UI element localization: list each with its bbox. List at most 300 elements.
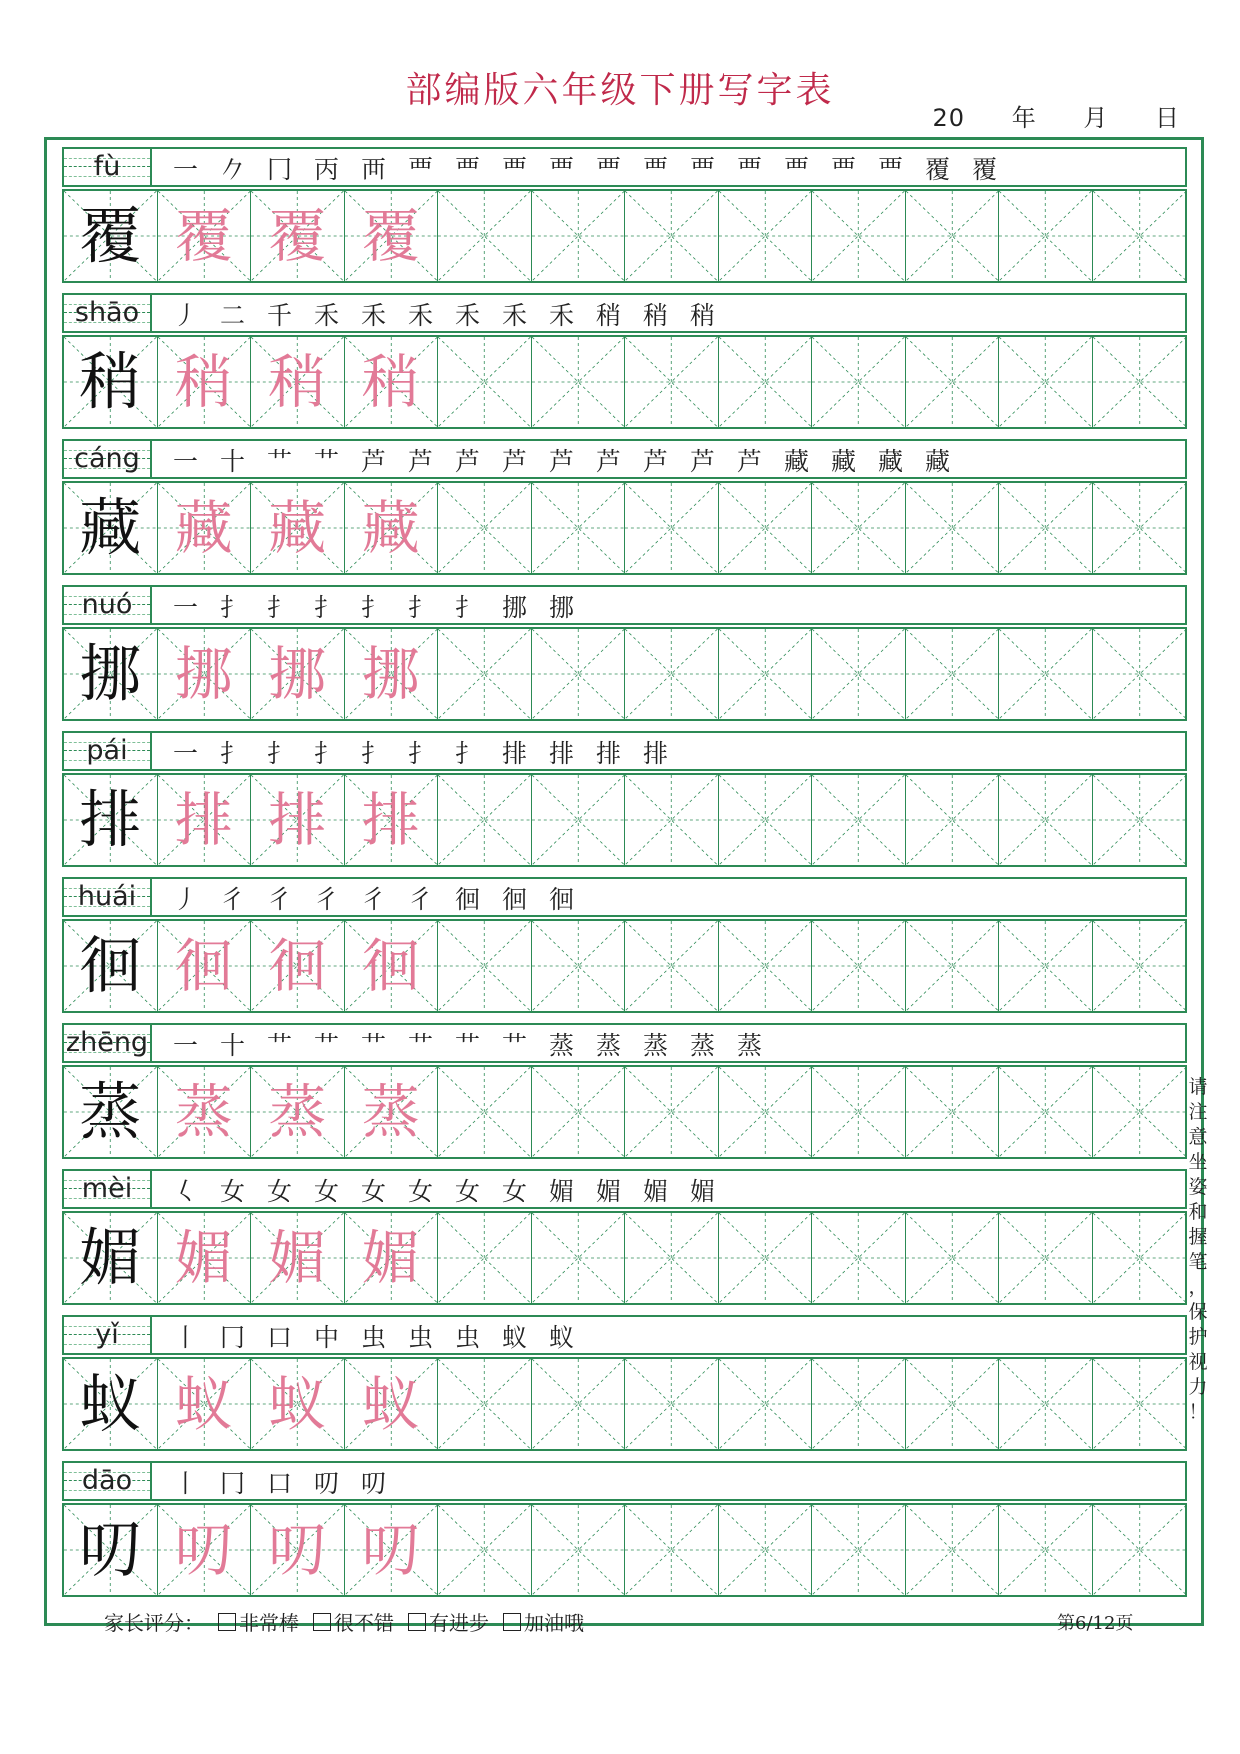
pinyin-cell <box>64 1463 152 1499</box>
stroke-step: 徊 <box>454 885 480 914</box>
stroke-step: 媚 <box>689 1177 715 1206</box>
side-note-char: 护 <box>1188 1326 1208 1348</box>
stroke-order <box>162 151 1008 185</box>
writing-grid <box>62 1211 1187 1305</box>
practice-cell[interactable] <box>812 1505 906 1595</box>
practice-cell[interactable] <box>1093 1505 1187 1595</box>
character-row <box>62 1461 1187 1597</box>
stroke-step: 冂 <box>219 1323 245 1352</box>
practice-cell[interactable] <box>532 775 626 865</box>
stroke-step: 禾 <box>454 301 480 330</box>
practice-cell[interactable] <box>999 1213 1093 1303</box>
practice-cell[interactable] <box>438 1359 532 1449</box>
trace-character: 蚁 <box>361 1370 420 1438</box>
practice-cell[interactable] <box>719 483 813 573</box>
rating-option-label: 很不错 <box>334 1611 394 1635</box>
trace-cell <box>345 921 439 1011</box>
practice-cell[interactable] <box>719 1067 813 1157</box>
stroke-step: 二 <box>219 301 245 330</box>
practice-cell[interactable] <box>999 191 1093 281</box>
stroke-order-line <box>62 1315 1187 1355</box>
practice-cell[interactable] <box>532 1213 626 1303</box>
trace-cell <box>158 1359 252 1449</box>
practice-cell[interactable] <box>625 921 719 1011</box>
stroke-order <box>162 589 585 623</box>
practice-cell[interactable] <box>812 629 906 719</box>
practice-cell[interactable] <box>625 337 719 427</box>
writing-grid <box>62 189 1187 283</box>
side-note-char: 坐 <box>1188 1151 1208 1173</box>
model-cell <box>64 629 158 719</box>
practice-cell[interactable] <box>532 191 626 281</box>
practice-cell[interactable] <box>906 1213 1000 1303</box>
pinyin-cell <box>64 1025 152 1061</box>
practice-cell[interactable] <box>812 483 906 573</box>
stroke-step: 覀 <box>548 155 574 184</box>
practice-cell[interactable] <box>906 337 1000 427</box>
practice-cell[interactable] <box>532 1359 626 1449</box>
stroke-step: 芦 <box>736 447 762 476</box>
stroke-order-line <box>62 293 1187 333</box>
stroke-step: 藏 <box>783 447 809 476</box>
trace-cell <box>251 921 345 1011</box>
practice-cell[interactable] <box>438 1213 532 1303</box>
rating-option-keep-going[interactable] <box>503 1607 584 1636</box>
checkbox-icon[interactable] <box>218 1613 236 1631</box>
character-row <box>62 439 1187 575</box>
model-character: 稍 <box>79 345 142 418</box>
side-note-char: 握 <box>1188 1226 1208 1248</box>
practice-cell[interactable] <box>1093 629 1187 719</box>
pinyin-cell <box>64 441 152 477</box>
stroke-step: 禾 <box>360 301 386 330</box>
practice-cell[interactable] <box>438 337 532 427</box>
stroke-step: 扌 <box>454 593 480 622</box>
model-cell <box>64 1505 158 1595</box>
trace-cell <box>345 1505 439 1595</box>
trace-character: 叨 <box>361 1516 420 1584</box>
model-character: 媚 <box>79 1221 142 1294</box>
parent-rating <box>104 1607 584 1636</box>
pinyin-cell <box>64 149 152 185</box>
trace-character: 覆 <box>268 202 327 270</box>
trace-character: 稍 <box>361 348 420 416</box>
trace-character: 蒸 <box>174 1078 233 1146</box>
practice-cell[interactable] <box>812 1213 906 1303</box>
practice-cell[interactable] <box>719 775 813 865</box>
stroke-step: 一 <box>172 593 198 622</box>
stroke-step: 芦 <box>501 447 527 476</box>
practice-cell[interactable] <box>906 629 1000 719</box>
rating-option-label: 非常棒 <box>239 1611 299 1635</box>
stroke-step: 彳 <box>313 885 339 914</box>
character-row <box>62 877 1187 1013</box>
model-cell <box>64 1213 158 1303</box>
trace-cell <box>158 1505 252 1595</box>
stroke-step: 蒸 <box>595 1031 621 1060</box>
stroke-step: 扌 <box>266 593 292 622</box>
stroke-step: 禾 <box>548 301 574 330</box>
stroke-step: 覆 <box>971 155 997 184</box>
practice-cell[interactable] <box>999 1359 1093 1449</box>
trace-character: 挪 <box>361 640 420 708</box>
practice-cell[interactable] <box>625 191 719 281</box>
stroke-step: 稍 <box>689 301 715 330</box>
stroke-step: 艹 <box>266 1031 292 1060</box>
practice-cell[interactable] <box>532 1505 626 1595</box>
practice-cell[interactable] <box>719 1359 813 1449</box>
practice-cell[interactable] <box>438 191 532 281</box>
pinyin: dāo <box>81 1465 133 1496</box>
practice-cell[interactable] <box>812 921 906 1011</box>
checkbox-icon[interactable] <box>408 1613 426 1631</box>
model-character: 排 <box>79 783 142 856</box>
model-character: 蒸 <box>79 1075 142 1148</box>
stroke-step: 排 <box>642 739 668 768</box>
stroke-order <box>162 881 585 915</box>
practice-cell[interactable] <box>906 1359 1000 1449</box>
trace-cell <box>345 1067 439 1157</box>
rating-option-label: 有进步 <box>429 1611 489 1635</box>
stroke-order <box>162 1319 585 1353</box>
practice-cell[interactable] <box>532 629 626 719</box>
stroke-step: 口 <box>266 1323 292 1352</box>
stroke-order <box>162 1465 397 1499</box>
side-note-char: 笔 <box>1188 1251 1208 1273</box>
practice-cell[interactable] <box>532 337 626 427</box>
stroke-step: 艹 <box>360 1031 386 1060</box>
trace-character: 蚁 <box>174 1370 233 1438</box>
practice-cell[interactable] <box>625 483 719 573</box>
practice-cell[interactable] <box>999 629 1093 719</box>
stroke-order-line <box>62 585 1187 625</box>
trace-cell <box>158 1213 252 1303</box>
stroke-step: 一 <box>172 1031 198 1060</box>
trace-cell <box>158 629 252 719</box>
stroke-step: 十 <box>219 447 245 476</box>
trace-cell <box>251 629 345 719</box>
practice-cell[interactable] <box>999 483 1093 573</box>
stroke-step: 冂 <box>219 1469 245 1498</box>
model-cell <box>64 1359 158 1449</box>
stroke-step: 芦 <box>595 447 621 476</box>
model-cell <box>64 191 158 281</box>
model-cell <box>64 775 158 865</box>
model-character: 叨 <box>79 1513 142 1586</box>
stroke-step: 扌 <box>219 593 245 622</box>
stroke-step: 女 <box>360 1177 386 1206</box>
trace-character: 徊 <box>361 932 420 1000</box>
stroke-order <box>162 1173 726 1207</box>
model-character: 挪 <box>79 637 142 710</box>
pinyin-cell <box>64 587 152 623</box>
practice-cell[interactable] <box>719 921 813 1011</box>
character-row <box>62 731 1187 867</box>
date-year-label: 年 <box>1011 104 1037 132</box>
practice-cell[interactable] <box>719 1213 813 1303</box>
trace-character: 蒸 <box>361 1078 420 1146</box>
stroke-step: 覀 <box>595 155 621 184</box>
character-row <box>62 147 1187 283</box>
rating-option-very-good[interactable] <box>218 1607 299 1636</box>
character-row <box>62 1169 1187 1305</box>
stroke-step: 覆 <box>924 155 950 184</box>
stroke-step: 稍 <box>595 301 621 330</box>
checkbox-icon[interactable] <box>313 1613 331 1631</box>
practice-cell[interactable] <box>906 483 1000 573</box>
trace-character: 藏 <box>361 494 420 562</box>
stroke-step: 徊 <box>501 885 527 914</box>
side-note-char: 意 <box>1188 1126 1208 1148</box>
pinyin-cell <box>64 733 152 769</box>
stroke-step: 覀 <box>454 155 480 184</box>
practice-cell[interactable] <box>1093 1213 1187 1303</box>
side-note-char: 力 <box>1188 1376 1208 1398</box>
pinyin: pái <box>86 735 128 766</box>
trace-character: 挪 <box>268 640 327 708</box>
stroke-order-line <box>62 439 1187 479</box>
stroke-step: 禾 <box>407 301 433 330</box>
rating-option-label: 加油哦 <box>524 1611 584 1635</box>
date-year-prefix: 20 <box>932 104 966 132</box>
stroke-step: 一 <box>172 155 198 184</box>
stroke-step: 艹 <box>407 1031 433 1060</box>
stroke-step: 芦 <box>454 447 480 476</box>
practice-cell[interactable] <box>1093 337 1187 427</box>
pinyin: nuó <box>81 589 133 620</box>
stroke-step: 扌 <box>266 739 292 768</box>
trace-cell <box>345 775 439 865</box>
trace-cell <box>345 337 439 427</box>
practice-cell[interactable] <box>719 1505 813 1595</box>
stroke-step: 蚁 <box>548 1323 574 1352</box>
stroke-step: 扌 <box>360 593 386 622</box>
trace-cell <box>158 921 252 1011</box>
stroke-step: 扌 <box>313 739 339 768</box>
writing-grid <box>62 1503 1187 1597</box>
practice-cell[interactable] <box>906 191 1000 281</box>
practice-cell[interactable] <box>532 921 626 1011</box>
model-character: 蚁 <box>79 1367 142 1440</box>
practice-cell[interactable] <box>1093 1359 1187 1449</box>
stroke-step: 覀 <box>689 155 715 184</box>
stroke-order-line <box>62 1461 1187 1501</box>
rating-option-good[interactable] <box>313 1607 394 1636</box>
stroke-step: 排 <box>595 739 621 768</box>
pinyin: fù <box>93 151 121 182</box>
stroke-step: 媚 <box>642 1177 668 1206</box>
trace-cell <box>158 775 252 865</box>
practice-cell[interactable] <box>1093 921 1187 1011</box>
stroke-step: 中 <box>313 1323 339 1352</box>
practice-cell[interactable] <box>999 921 1093 1011</box>
stroke-step: 覀 <box>407 155 433 184</box>
trace-character: 叨 <box>268 1516 327 1584</box>
stroke-step: 口 <box>266 1469 292 1498</box>
pinyin-cell <box>64 295 152 331</box>
stroke-step: 蒸 <box>642 1031 668 1060</box>
stroke-step: 芦 <box>642 447 668 476</box>
stroke-step: 彳 <box>219 885 245 914</box>
checkbox-icon[interactable] <box>503 1613 521 1631</box>
trace-cell <box>251 775 345 865</box>
practice-cell[interactable] <box>625 1359 719 1449</box>
practice-cell[interactable] <box>438 483 532 573</box>
stroke-step: 丨 <box>172 1469 198 1498</box>
practice-cell[interactable] <box>906 921 1000 1011</box>
stroke-step: 覀 <box>830 155 856 184</box>
stroke-step: 女 <box>266 1177 292 1206</box>
stroke-step: 稍 <box>642 301 668 330</box>
stroke-step: 冂 <box>266 155 292 184</box>
practice-cell[interactable] <box>906 1067 1000 1157</box>
stroke-step: 芦 <box>407 447 433 476</box>
side-note-char: 和 <box>1188 1201 1208 1223</box>
stroke-step: 扌 <box>313 593 339 622</box>
trace-cell <box>345 191 439 281</box>
character-row <box>62 1023 1187 1159</box>
stroke-step: 一 <box>172 739 198 768</box>
stroke-step: 艹 <box>313 447 339 476</box>
writing-grid <box>62 481 1187 575</box>
practice-cell[interactable] <box>1093 483 1187 573</box>
stroke-step: 覀 <box>783 155 809 184</box>
stroke-step: 一 <box>172 447 198 476</box>
practice-cell[interactable] <box>719 337 813 427</box>
practice-cell[interactable] <box>812 775 906 865</box>
trace-cell <box>251 1067 345 1157</box>
trace-character: 覆 <box>174 202 233 270</box>
model-character: 藏 <box>79 491 142 564</box>
stroke-step: 排 <box>548 739 574 768</box>
trace-character: 蚁 <box>268 1370 327 1438</box>
practice-cell[interactable] <box>438 775 532 865</box>
practice-cell[interactable] <box>906 1505 1000 1595</box>
trace-character: 挪 <box>174 640 233 708</box>
stroke-step: 女 <box>407 1177 433 1206</box>
date-day-label: 日 <box>1155 104 1180 132</box>
stroke-order <box>162 735 679 769</box>
practice-cell[interactable] <box>1093 1067 1187 1157</box>
stroke-step: 扌 <box>407 593 433 622</box>
trace-cell <box>251 1359 345 1449</box>
stroke-step: 覀 <box>877 155 903 184</box>
practice-cell[interactable] <box>906 775 1000 865</box>
stroke-step: 覀 <box>736 155 762 184</box>
stroke-step: 挪 <box>501 593 527 622</box>
stroke-step: 虫 <box>454 1323 480 1352</box>
side-note-char: 注 <box>1188 1101 1208 1123</box>
practice-cell[interactable] <box>625 1213 719 1303</box>
stroke-step: 扌 <box>360 739 386 768</box>
date-month-label: 月 <box>1083 104 1109 132</box>
practice-cell[interactable] <box>999 775 1093 865</box>
trace-character: 排 <box>361 786 420 854</box>
stroke-step: 藏 <box>924 447 950 476</box>
stroke-order-line <box>62 147 1187 187</box>
side-note-char: 视 <box>1188 1351 1208 1373</box>
trace-cell <box>251 191 345 281</box>
stroke-step: 覀 <box>642 155 668 184</box>
stroke-step: 芦 <box>689 447 715 476</box>
practice-cell[interactable] <box>999 1067 1093 1157</box>
character-row <box>62 293 1187 429</box>
practice-cell[interactable] <box>999 337 1093 427</box>
stroke-step: 叨 <box>313 1469 339 1498</box>
stroke-step: 襾 <box>360 155 386 184</box>
practice-cell[interactable] <box>625 1067 719 1157</box>
pinyin-cell <box>64 879 152 915</box>
trace-character: 媚 <box>361 1224 420 1292</box>
stroke-step: 𠂊 <box>219 155 245 184</box>
trace-character: 叨 <box>174 1516 233 1584</box>
practice-cell[interactable] <box>625 629 719 719</box>
practice-cell[interactable] <box>812 1359 906 1449</box>
writing-grid <box>62 919 1187 1013</box>
worksheet-frame <box>44 137 1204 1626</box>
stroke-order-line <box>62 877 1187 917</box>
practice-cell[interactable] <box>1093 775 1187 865</box>
trace-character: 媚 <box>268 1224 327 1292</box>
model-character: 覆 <box>79 199 142 272</box>
stroke-step: 扌 <box>454 739 480 768</box>
stroke-step: 蒸 <box>689 1031 715 1060</box>
side-note-char: 姿 <box>1188 1176 1208 1198</box>
stroke-step: 芦 <box>360 447 386 476</box>
model-character: 徊 <box>79 929 142 1002</box>
trace-cell <box>158 483 252 573</box>
practice-cell[interactable] <box>812 1067 906 1157</box>
practice-cell[interactable] <box>625 775 719 865</box>
date-line <box>933 98 1180 133</box>
stroke-order <box>162 443 961 477</box>
stroke-step: 丨 <box>172 1323 198 1352</box>
stroke-step: 媚 <box>595 1177 621 1206</box>
trace-cell <box>158 191 252 281</box>
stroke-step: 禾 <box>501 301 527 330</box>
stroke-step: 虫 <box>360 1323 386 1352</box>
practice-cell[interactable] <box>999 1505 1093 1595</box>
stroke-step: 千 <box>266 301 292 330</box>
stroke-step: 禾 <box>313 301 339 330</box>
practice-cell[interactable] <box>532 1067 626 1157</box>
practice-cell[interactable] <box>1093 191 1187 281</box>
stroke-step: 丿 <box>172 301 198 330</box>
practice-cell[interactable] <box>812 191 906 281</box>
trace-cell <box>345 629 439 719</box>
practice-cell[interactable] <box>719 629 813 719</box>
stroke-step: 叨 <box>360 1469 386 1498</box>
practice-cell[interactable] <box>719 191 813 281</box>
practice-cell[interactable] <box>625 1505 719 1595</box>
trace-character: 稍 <box>268 348 327 416</box>
practice-cell[interactable] <box>438 1067 532 1157</box>
practice-cell[interactable] <box>532 483 626 573</box>
trace-character: 徊 <box>174 932 233 1000</box>
practice-cell[interactable] <box>812 337 906 427</box>
trace-cell <box>345 1213 439 1303</box>
rating-option-progress[interactable] <box>408 1607 489 1636</box>
pinyin: shāo <box>74 297 140 328</box>
stroke-step: 蒸 <box>736 1031 762 1060</box>
writing-grid <box>62 1065 1187 1159</box>
practice-cell[interactable] <box>438 629 532 719</box>
practice-cell[interactable] <box>438 1505 532 1595</box>
stroke-step: 覀 <box>501 155 527 184</box>
stroke-step: 徊 <box>548 885 574 914</box>
practice-cell[interactable] <box>438 921 532 1011</box>
stroke-step: 艹 <box>266 447 292 476</box>
